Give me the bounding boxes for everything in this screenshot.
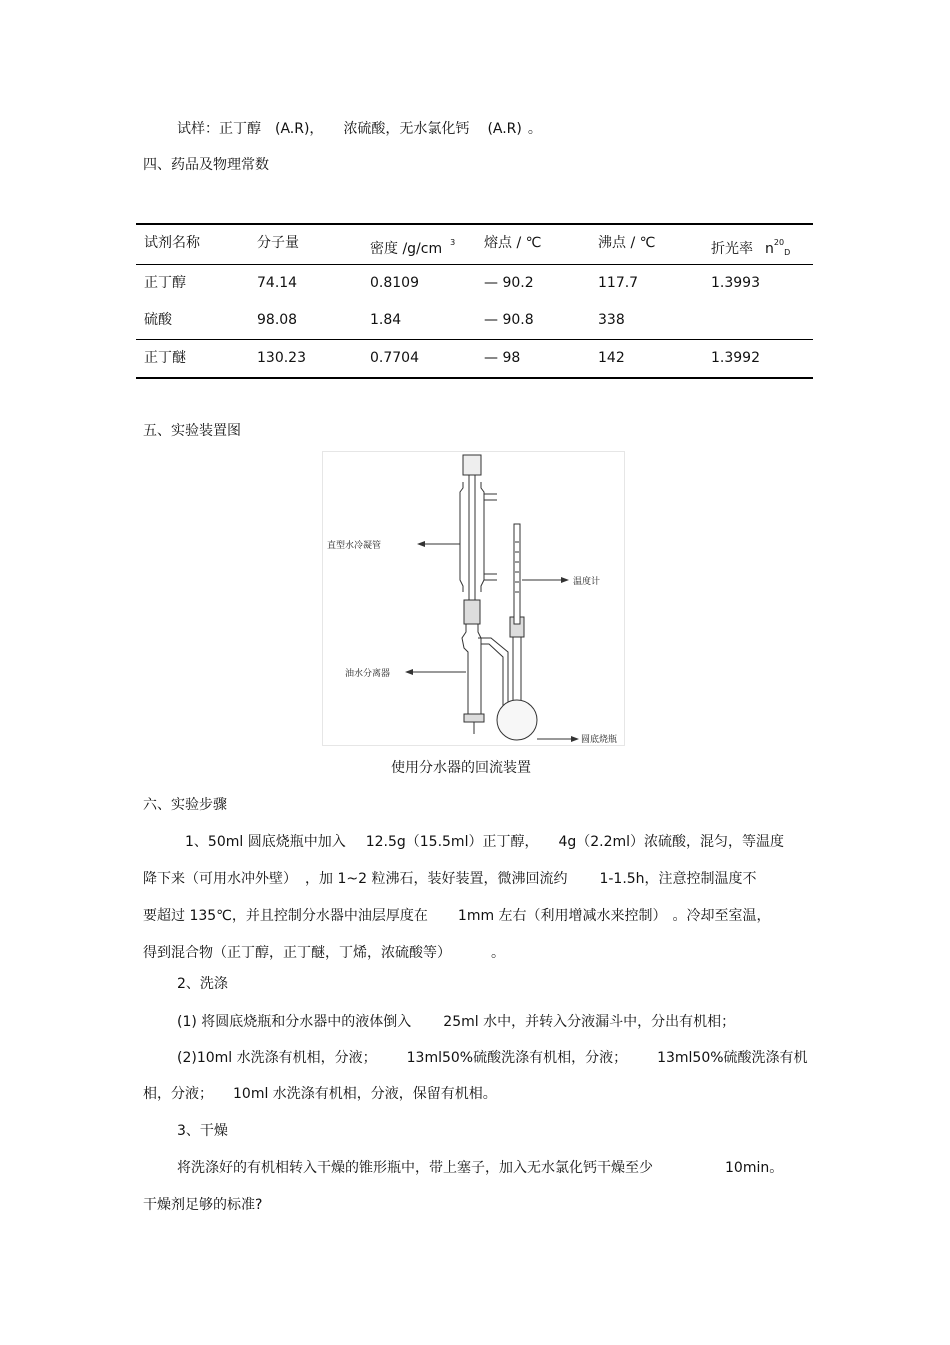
sample-line xyxy=(177,120,542,138)
table-cell: 338 xyxy=(598,312,625,328)
table-top-rule xyxy=(136,223,813,225)
step1-text: 4g（2.2ml）浓硫酸，混匀，等温度 xyxy=(558,834,785,850)
step2-text: 25ml 水中，并转入分液漏斗中，分出有机相； xyxy=(443,1014,736,1030)
table-cell: 117.7 xyxy=(598,275,639,291)
table-cell: 硫酸 xyxy=(144,312,172,328)
table-cell: — 90.8 xyxy=(484,312,534,328)
table-cell: 142 xyxy=(598,350,625,366)
step1-line2 xyxy=(143,870,757,888)
step1-line4 xyxy=(143,944,505,962)
table-cell: 0.7704 xyxy=(370,350,419,366)
header-bp: 沸点 / ℃ xyxy=(598,235,656,251)
step1-text: 要超过 135℃，并且控制分水器中油层厚度在 xyxy=(143,908,428,924)
table-cell: 98.08 xyxy=(257,312,298,328)
table-cell: 0.8109 xyxy=(370,275,419,291)
step1-text: 1、50ml 圆底烧瓶中加入 xyxy=(185,834,346,850)
header-ri-n: n xyxy=(765,241,774,257)
step1-text: 得到混合物（正丁醇，正丁醚，丁烯，浓硫酸等） xyxy=(143,945,451,961)
section4-heading: 四、药品及物理常数 xyxy=(143,157,269,173)
step1-text: 。 xyxy=(491,945,505,961)
step2-text: (1) 将圆底烧瓶和分水器中的液体倒入 xyxy=(177,1014,412,1030)
header-mp: 熔点 / ℃ xyxy=(484,235,542,251)
table-cell: 1.84 xyxy=(370,312,402,328)
step2-para3 xyxy=(143,1085,497,1103)
apparatus-drawing xyxy=(323,452,624,745)
step1-text: 降下来（可用水冲外壁） xyxy=(143,871,297,887)
table-cell: 74.14 xyxy=(257,275,298,291)
step3-heading: 3、干燥 xyxy=(177,1123,228,1139)
table-cell: — 98 xyxy=(484,350,521,366)
header-ri-sup: 20 xyxy=(773,238,785,247)
header-ri-text: 折光率 xyxy=(711,241,753,257)
step2-heading: 2、洗涤 xyxy=(177,976,228,992)
sample-middle: 浓硫酸，无水氯化钙 xyxy=(343,121,470,137)
section6-heading: 六、实验步骤 xyxy=(143,797,227,813)
step2-text: 相，分液； xyxy=(143,1086,213,1102)
sample-prefix: 试样：正丁醇 xyxy=(177,121,261,137)
step2-para1 xyxy=(177,1013,735,1031)
step1-line1 xyxy=(185,833,784,851)
header-ri xyxy=(711,234,790,262)
table-cell: 1.3993 xyxy=(711,275,760,291)
table-bottom-rule xyxy=(136,377,813,379)
section5-heading: 五、实验装置图 xyxy=(143,423,241,439)
step2-text: 10ml 水洗涤有机相，分液，保留有机相。 xyxy=(233,1086,497,1102)
step3-para1 xyxy=(177,1159,783,1177)
step2-para2 xyxy=(177,1049,808,1067)
header-mw: 分子量 xyxy=(257,235,299,251)
table-group-rule xyxy=(136,339,813,340)
step2-text: 13ml50%硫酸洗涤有机相，分液； xyxy=(406,1050,628,1066)
step3-text: 将洗涤好的有机相转入干燥的锥形瓶中，带上塞子，加入无水氯化钙干燥至少 xyxy=(177,1160,653,1176)
table-cell: 正丁醚 xyxy=(144,350,186,366)
table-cell: 1.3992 xyxy=(711,350,760,366)
apparatus-figure xyxy=(322,451,625,746)
sample-ar1: (A.R)， xyxy=(275,121,324,137)
table-cell: — 90.2 xyxy=(484,275,534,291)
header-density xyxy=(370,234,455,258)
step1-text: 1mm 左右（利用增减水来控制） xyxy=(457,908,667,924)
figure-caption: 使用分水器的回流装置 xyxy=(391,760,531,776)
label-flask: 圆底烧瓶 xyxy=(581,735,618,745)
header-density-sup: 3 xyxy=(450,238,456,247)
header-density-text: 密度 /g/cm xyxy=(370,241,443,257)
header-ri-sub: D xyxy=(784,248,791,257)
step1-text: 12.5g（15.5ml）正丁醇， xyxy=(365,834,539,850)
table-cell: 正丁醇 xyxy=(144,275,186,291)
step2-text: 13ml50%硫酸洗涤有机 xyxy=(657,1050,808,1066)
table-header-rule xyxy=(136,264,813,265)
label-separator: 油水分离器 xyxy=(345,669,391,679)
step1-text: 。冷却至室温， xyxy=(672,908,771,924)
step3-para2: 干燥剂足够的标准? xyxy=(143,1197,263,1213)
sample-ar2: (A.R) xyxy=(487,121,522,137)
header-name: 试剂名称 xyxy=(144,235,200,251)
step3-text: 10min。 xyxy=(725,1160,784,1176)
step1-text: 1-1.5h，注意控制温度不 xyxy=(599,871,757,887)
step1-text: ，加 1~2 粒沸石，装好装置，微沸回流约 xyxy=(305,871,568,887)
table-cell: 130.23 xyxy=(257,350,306,366)
sample-end: 。 xyxy=(527,121,542,137)
label-thermometer: 温度计 xyxy=(573,577,601,587)
stopper-shape xyxy=(463,455,481,475)
step1-line3 xyxy=(143,907,771,925)
step2-text: (2)10ml 水洗涤有机相，分液； xyxy=(177,1050,377,1066)
label-condenser: 直型水冷凝管 xyxy=(327,541,382,551)
